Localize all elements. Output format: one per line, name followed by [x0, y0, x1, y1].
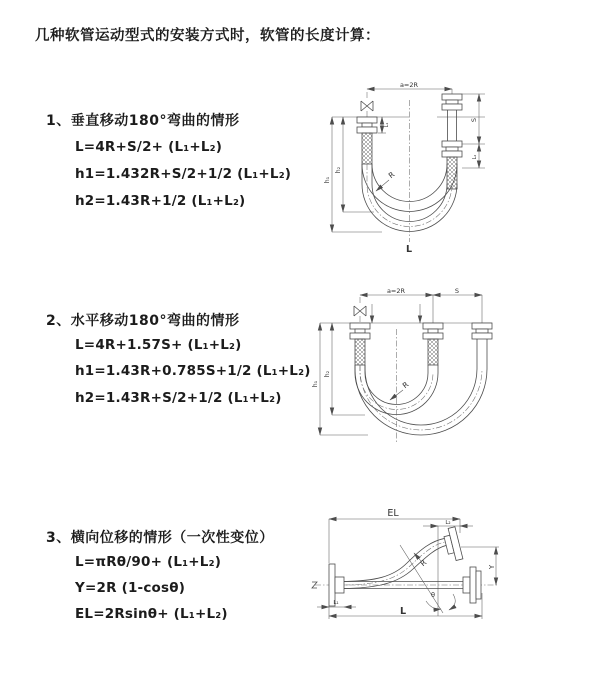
flange [423, 323, 443, 329]
hose-wall [344, 545, 447, 588]
section2-formula-h2: h2=1.43R+S/2+1/2 (L₁+L₂) [75, 390, 282, 406]
dim-label-r: R [418, 557, 429, 569]
hose-centerline [344, 542, 446, 585]
dim-label-span: a=2R [399, 81, 419, 89]
dim-label-theta: θ [431, 591, 435, 599]
flange-neck [428, 329, 438, 333]
valve-icon [361, 101, 373, 111]
hose-curve [355, 346, 487, 435]
dim-label-l1: L₁ [384, 122, 390, 128]
flange [423, 333, 443, 339]
braided-hose-section [428, 339, 438, 365]
dim-label-h1: h₁ [312, 380, 319, 388]
section2-formula-L: L=4R+1.57S+ (L₁+L₂) [75, 337, 242, 353]
hose-curve [365, 346, 477, 425]
section3-formula-L: L=πRθ/90+ (L₁+L₂) [75, 554, 222, 570]
flange-hub [335, 577, 344, 593]
dim-label-r: R [386, 169, 397, 181]
section1-formula-h1: h1=1.432R+S/2+1/2 (L₁+L₂) [75, 166, 292, 182]
flange-neck [362, 123, 372, 127]
braided-hose-section [362, 133, 372, 164]
flange-neck [355, 329, 365, 333]
pipe-walls [448, 110, 457, 141]
dim-label-s: S [470, 117, 478, 123]
dim-label-el: EL [387, 508, 399, 519]
angle-arc [426, 601, 441, 609]
page-title: 几种软管运动型式的安装方式时，软管的长度计算： [35, 28, 380, 44]
section2-formula-h1: h1=1.43R+0.785S+1/2 (L₁+L₂) [75, 363, 311, 379]
braided-hose-section [355, 339, 365, 365]
section3-formula-EL: EL=2Rsinθ+ (L₁+L₂) [75, 606, 228, 622]
dim-label-span: a=2R [386, 287, 406, 295]
dim-label-h1: h₁ [324, 176, 331, 184]
flange [472, 323, 492, 329]
diagram-vertical-180-bend [312, 80, 600, 265]
dim-label-h2: h₂ [335, 166, 342, 174]
dim-label-h2: h₂ [324, 370, 331, 378]
dim-label-l: L [406, 244, 413, 255]
dim-label-r: R [400, 379, 411, 391]
dim-label-l2: L₂ [445, 520, 451, 526]
valve-icon [354, 306, 366, 316]
flange [442, 151, 462, 157]
flange [442, 104, 462, 110]
section3-formula-Y: Y=2R (1-cosθ) [75, 580, 186, 596]
dim-label-y: Y [488, 564, 496, 570]
dim-label-l2: L₂ [472, 154, 478, 160]
section3-heading: 3、横向位移的情形（一次性变位） [46, 530, 274, 546]
dim-label-s: S [454, 287, 460, 295]
flange-neck [476, 329, 488, 333]
section1-formula-L: L=4R+S/2+ (L₁+L₂) [75, 139, 223, 155]
section2-heading: 2、水平移动180°弯曲的情形 [46, 313, 240, 329]
flange [357, 117, 377, 123]
hose-wall [344, 538, 445, 581]
flange [350, 323, 370, 329]
diagram-lateral-displacement [303, 503, 600, 633]
flange-neck [446, 100, 458, 104]
dim-label-l: L [399, 606, 407, 617]
flange [442, 141, 462, 147]
dim-label-l1: L₁ [333, 600, 339, 606]
diagram-horizontal-180-bend [310, 284, 600, 464]
flange [476, 571, 481, 599]
angle-arc [449, 594, 455, 610]
flange [472, 333, 492, 339]
flange-neck [446, 147, 458, 151]
section1-heading: 1、垂直移动180°弯曲的情形 [46, 113, 240, 129]
pipe-walls [477, 339, 487, 346]
section1-formula-h2: h2=1.43R+1/2 (L₁+L₂) [75, 193, 246, 209]
flange-hub [463, 577, 470, 593]
flange [442, 94, 462, 100]
flange [350, 333, 370, 339]
radius-leader [376, 180, 389, 191]
hose-centerline [360, 365, 482, 430]
flange [470, 567, 476, 603]
flange [357, 127, 377, 133]
